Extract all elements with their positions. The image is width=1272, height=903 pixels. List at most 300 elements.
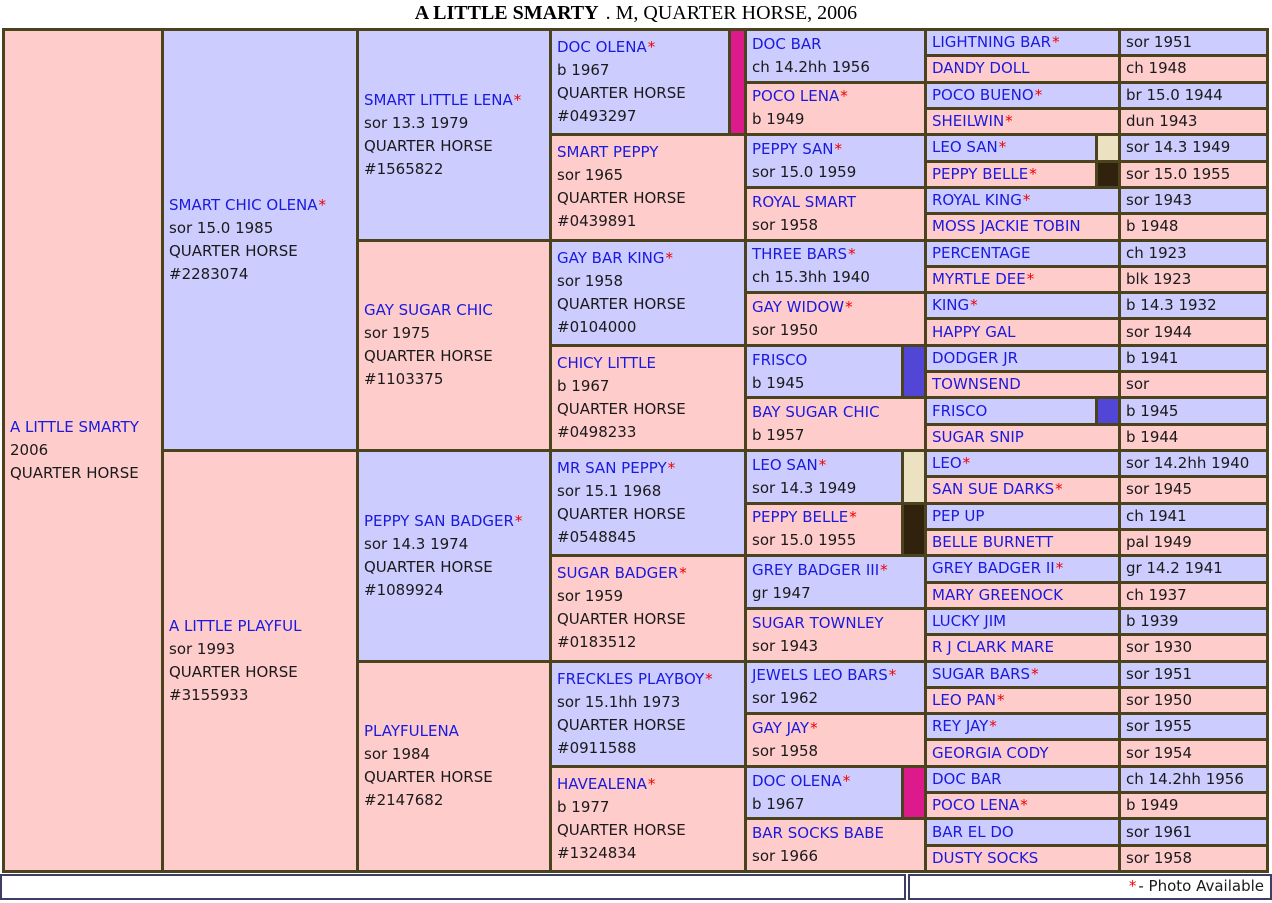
horse-name-row — [364, 510, 549, 533]
horse-name-row — [932, 689, 1118, 712]
horse-cell — [747, 189, 924, 239]
horse-name-link[interactable]: MR SAN PEPPY — [557, 459, 667, 478]
photo-available-star-icon: * — [834, 140, 842, 159]
horse-detail-line: #0183512 — [557, 633, 637, 652]
horse-cell — [927, 768, 1118, 791]
horse-name-row — [932, 478, 1118, 501]
horse-name-row — [557, 668, 744, 691]
photo-available-star-icon: * — [1022, 191, 1031, 210]
horse-name-link[interactable]: DOC OLENA — [557, 38, 647, 57]
horse-cell — [747, 505, 924, 555]
horse-cell — [552, 31, 744, 133]
horse-year-detail: sor 1943 — [1126, 191, 1193, 210]
horse-name-link[interactable]: REY JAY — [932, 717, 989, 736]
horse-name-link[interactable]: LEO SAN — [752, 455, 818, 474]
horse-name-row — [932, 321, 1118, 344]
horse-detail-line: sor 1950 — [752, 320, 819, 339]
detail-cell — [1121, 452, 1266, 475]
horse-detail-line: 2006 — [10, 441, 49, 459]
horse-name-link[interactable]: PEP UP — [932, 506, 985, 525]
horse-name-link[interactable]: LEO SAN — [932, 138, 998, 157]
horse-name-link[interactable]: GAY BAR KING — [557, 248, 665, 267]
horse-cell — [927, 163, 1118, 186]
horse-name-row — [752, 138, 924, 161]
horse-cell — [747, 294, 924, 344]
horse-detail-line: sor 1959 — [557, 587, 624, 606]
horse-name-row — [932, 31, 1118, 54]
horse-name-row — [752, 33, 924, 56]
horse-cell — [927, 531, 1118, 554]
horse-detail-line: #2147682 — [364, 791, 444, 810]
horse-year-detail: dun 1943 — [1126, 112, 1198, 131]
horse-cell — [927, 347, 1118, 370]
horse-detail-line: QUARTER HORSE — [169, 663, 298, 681]
horse-cell — [927, 426, 1118, 449]
photo-available-star-icon: * — [647, 774, 656, 793]
horse-name-link[interactable]: PEPPY SAN — [752, 140, 834, 159]
horse-detail-line: QUARTER HORSE — [364, 136, 493, 155]
detail-cell — [1121, 426, 1266, 449]
horse-name-link[interactable]: JEWELS LEO BARS — [752, 666, 888, 685]
horse-cell — [747, 242, 924, 292]
horse-detail-line: sor 15.0 1985 — [169, 219, 274, 237]
photo-available-star-icon: * — [818, 455, 827, 474]
horse-year-detail: ch 1937 — [1126, 585, 1187, 604]
horse-detail-line: sor 1958 — [752, 215, 819, 234]
horse-name-link[interactable]: LEO PAN — [932, 690, 996, 709]
horse-detail-line: QUARTER HORSE — [557, 84, 686, 103]
horse-detail-line: b 1977 — [557, 797, 610, 816]
horse-year-detail: sor 1955 — [1126, 717, 1193, 736]
horse-name-link[interactable]: GAY WIDOW — [752, 297, 845, 316]
footer — [0, 874, 1272, 900]
horse-name-link[interactable]: FRECKLES PLAYBOY — [557, 669, 705, 688]
horse-name-link[interactable]: SMART CHIC OLENA — [169, 196, 318, 214]
horse-cell — [359, 452, 549, 660]
detail-cell — [1121, 163, 1266, 186]
photo-available-star-icon: * — [1055, 480, 1063, 499]
horse-name-row — [932, 742, 1118, 765]
horse-name-row — [752, 664, 924, 687]
horse-year-detail: ch 1941 — [1126, 506, 1187, 525]
horse-detail-line: sor 1962 — [752, 689, 819, 708]
detail-cell — [1121, 610, 1266, 633]
horse-name-row — [752, 822, 924, 845]
detail-cell — [1121, 794, 1266, 817]
horse-detail-line: sor 14.3 1974 — [364, 534, 469, 553]
horse-name-row — [932, 794, 1118, 817]
horse-detail-line: #1324834 — [557, 843, 637, 862]
horse-name-link[interactable]: POCO LENA — [932, 796, 1020, 815]
horse-cell — [552, 136, 744, 238]
horse-name-row — [932, 426, 1118, 449]
photo-color-marker — [1095, 136, 1118, 159]
detail-cell — [1121, 242, 1266, 265]
horse-year-detail: sor 15.0 1955 — [1126, 164, 1231, 183]
horse-name-link[interactable]: BAR SOCKS BABE — [752, 824, 884, 843]
horse-name-link[interactable]: BAY SUGAR CHIC — [752, 403, 880, 422]
horse-name-row — [932, 215, 1118, 238]
horse-name-row — [932, 84, 1118, 107]
horse-name-link[interactable]: PEPPY BELLE — [752, 508, 849, 527]
horse-detail-line: sor 15.1hh 1973 — [557, 692, 681, 711]
horse-year-detail: b 1941 — [1126, 348, 1179, 367]
horse-name-link[interactable]: DOC BAR — [752, 34, 822, 53]
horse-year-detail: sor 1945 — [1126, 480, 1193, 499]
horse-cell — [747, 136, 924, 186]
horse-name-row — [752, 559, 924, 582]
horse-name-row — [932, 505, 1118, 528]
detail-cell — [1121, 57, 1266, 80]
horse-detail-line: QUARTER HORSE — [557, 715, 686, 734]
horse-cell — [927, 557, 1118, 580]
horse-year-detail: b 1948 — [1126, 217, 1179, 236]
photo-available-star-icon: * — [996, 690, 1005, 709]
horse-detail-line: b 1967 — [557, 376, 610, 395]
horse-name-row — [932, 163, 1118, 186]
horse-name-link[interactable]: PEPPY BELLE — [932, 164, 1029, 183]
horse-name-row — [932, 268, 1118, 291]
horse-cell — [359, 31, 549, 239]
photo-available-star-icon: * — [1128, 877, 1137, 895]
horse-name-link[interactable]: ROYAL SMART — [752, 192, 857, 211]
horse-detail-line: #0104000 — [557, 317, 637, 336]
horse-name-link[interactable]: DANDY DOLL — [932, 59, 1030, 78]
horse-name-link[interactable]: SUGAR SNIP — [932, 427, 1024, 446]
detail-cell — [1121, 768, 1266, 791]
horse-name-row — [932, 584, 1118, 607]
horse-name-row — [932, 847, 1118, 870]
horse-name-row — [932, 610, 1118, 633]
horse-name-link[interactable]: R J CLARK MARE — [932, 638, 1054, 657]
horse-name-row — [932, 400, 1118, 423]
horse-cell — [747, 347, 924, 397]
horse-name-row — [557, 141, 744, 164]
horse-cell — [927, 663, 1118, 686]
horse-cell — [164, 31, 356, 449]
horse-name-row — [932, 242, 1118, 265]
horse-detail-line: #1103375 — [364, 370, 444, 389]
horse-name-row — [752, 612, 924, 635]
horse-name-link[interactable]: A LITTLE SMARTY — [10, 418, 139, 436]
horse-name-link[interactable]: KING — [932, 296, 970, 315]
detail-cell — [1121, 294, 1266, 317]
horse-name-row — [932, 110, 1118, 133]
horse-detail-line: #0493297 — [557, 107, 637, 126]
horse-name-link[interactable]: ROYAL KING — [932, 191, 1022, 210]
detail-cell — [1121, 478, 1266, 501]
horse-name-link[interactable]: PEPPY SAN BADGER — [364, 511, 514, 530]
detail-cell — [1121, 557, 1266, 580]
photo-color-marker — [901, 505, 924, 555]
horse-detail-line: sor 1958 — [752, 741, 819, 760]
horse-name-row — [557, 562, 744, 585]
photo-available-star-icon: * — [665, 248, 673, 267]
photo-available-star-icon: * — [842, 771, 851, 790]
detail-cell — [1121, 110, 1266, 133]
horse-year-detail: b 1939 — [1126, 612, 1179, 631]
horse-cell — [747, 31, 924, 81]
horse-name-row — [557, 247, 744, 270]
horse-detail-line: b 1967 — [752, 794, 805, 813]
horse-name-link[interactable]: FRISCO — [752, 350, 808, 369]
detail-cell — [1121, 663, 1266, 686]
horse-name-link[interactable]: DODGER JR — [932, 348, 1019, 367]
horse-detail-line: sor 15.0 1955 — [752, 531, 857, 550]
horse-year-detail: sor 1961 — [1126, 822, 1193, 841]
horse-cell — [552, 242, 744, 344]
horse-name-row — [752, 191, 924, 214]
horse-cell — [552, 557, 744, 659]
horse-cell — [747, 663, 924, 713]
horse-cell — [164, 452, 356, 870]
horse-detail-line: gr 1947 — [752, 584, 811, 603]
horse-name-row — [932, 663, 1118, 686]
detail-cell — [1121, 584, 1266, 607]
horse-cell — [552, 663, 744, 765]
horse-name-link[interactable]: SAN SUE DARKS — [932, 480, 1055, 499]
horse-cell — [927, 505, 1118, 528]
horse-year-detail: b 1949 — [1126, 796, 1179, 815]
horse-cell — [359, 242, 549, 450]
horse-year-detail: sor 1951 — [1126, 33, 1193, 52]
horse-name-row — [932, 294, 1118, 317]
horse-name-link[interactable]: GREY BADGER II — [932, 559, 1055, 578]
photo-available-star-icon: * — [888, 666, 897, 685]
horse-name-link[interactable]: LIGHTNING BAR — [932, 33, 1052, 52]
horse-name-link[interactable]: CHICY LITTLE — [557, 353, 656, 372]
horse-name-link[interactable]: GAY SUGAR CHIC — [364, 301, 493, 320]
horse-year-detail: gr 14.2 1941 — [1126, 559, 1223, 578]
horse-cell — [747, 452, 924, 502]
horse-year-detail: sor 1951 — [1126, 664, 1193, 683]
horse-name-link[interactable]: BELLE BURNETT — [932, 533, 1054, 552]
detail-cell — [1121, 320, 1266, 343]
horse-name-link[interactable]: MOSS JACKIE TOBIN — [932, 217, 1081, 236]
photo-color-marker — [728, 31, 744, 133]
horse-name-row — [932, 347, 1118, 370]
horse-name-row — [932, 715, 1118, 738]
horse-detail-line: sor 15.1 1968 — [557, 482, 662, 501]
detail-cell — [1121, 399, 1266, 422]
horse-name-row — [932, 531, 1118, 554]
horse-name-link[interactable]: HAVEALENA — [557, 774, 647, 793]
horse-detail-line: sor 15.0 1959 — [752, 163, 857, 182]
photo-available-star-icon: * — [1031, 664, 1039, 683]
horse-name-link[interactable]: POCO BUENO — [932, 85, 1034, 104]
horse-name-link[interactable]: DOC OLENA — [752, 771, 842, 790]
detail-cell — [1121, 136, 1266, 159]
horse-cell — [552, 768, 744, 870]
horse-name-row — [10, 416, 161, 439]
horse-cell — [5, 31, 161, 870]
photo-available-star-icon: * — [989, 717, 997, 736]
horse-cell — [747, 610, 924, 660]
horse-detail-line: QUARTER HORSE — [557, 189, 686, 208]
horse-name-link[interactable]: SMART LITTLE LENA — [364, 90, 513, 109]
horse-name-link[interactable]: MYRTLE DEE — [932, 269, 1026, 288]
horse-cell — [927, 84, 1118, 107]
horse-name-link[interactable]: MARY GREENOCK — [932, 585, 1063, 604]
horse-detail-line: b 1967 — [557, 61, 610, 80]
horse-cell — [927, 636, 1118, 659]
horse-name-link[interactable]: SUGAR TOWNLEY — [752, 613, 884, 632]
horse-detail-line: sor 1943 — [752, 636, 819, 655]
horse-year-detail: br 15.0 1944 — [1126, 85, 1223, 104]
horse-cell — [747, 84, 924, 134]
horse-name-row — [364, 299, 549, 322]
photo-available-star-icon: * — [679, 564, 687, 583]
horse-name-link[interactable]: TOWNSEND — [932, 375, 1021, 394]
horse-cell — [927, 57, 1118, 80]
horse-name-row — [752, 454, 924, 477]
horse-name-link[interactable]: POCO LENA — [752, 87, 840, 106]
horse-name-row — [557, 773, 744, 796]
detail-cell — [1121, 531, 1266, 554]
horse-name-link[interactable]: SHEILWIN — [932, 112, 1005, 131]
horse-name-link[interactable]: BAR EL DO — [932, 822, 1014, 841]
horse-name-link[interactable]: HAPPY GAL — [932, 322, 1016, 341]
horse-detail-line: ch 14.2hh 1956 — [752, 57, 870, 76]
photo-available-star-icon: * — [1020, 796, 1028, 815]
horse-name-row — [557, 352, 744, 375]
horse-cell — [927, 584, 1118, 607]
horse-name-row — [752, 717, 924, 740]
horse-name-link[interactable]: SMART PEPPY — [557, 143, 659, 162]
horse-name-link[interactable]: LUCKY JIM — [932, 612, 1007, 631]
photo-available-star-icon: * — [647, 38, 656, 57]
horse-cell — [927, 320, 1118, 343]
horse-name-link[interactable]: DUSTY SOCKS — [932, 848, 1039, 867]
horse-cell — [927, 294, 1118, 317]
horse-name-row — [932, 452, 1118, 475]
horse-name-link[interactable]: GREY BADGER III — [752, 561, 880, 580]
horse-detail-line: #0548845 — [557, 528, 637, 547]
photo-available-star-icon: * — [1029, 164, 1037, 183]
horse-detail-line: #0439891 — [557, 212, 637, 231]
horse-cell — [927, 610, 1118, 633]
detail-cell — [1121, 715, 1266, 738]
horse-year-detail: sor 1950 — [1126, 690, 1193, 709]
horse-detail-line: #0498233 — [557, 422, 637, 441]
horse-name-row — [932, 636, 1118, 659]
photo-available-note — [908, 874, 1272, 900]
horse-name-link[interactable]: SUGAR BARS — [932, 664, 1031, 683]
horse-year-detail: b 1944 — [1126, 427, 1179, 446]
horse-name-row — [752, 401, 924, 424]
detail-cell — [1121, 636, 1266, 659]
horse-cell — [927, 242, 1118, 265]
horse-name-link[interactable]: A LITTLE PLAYFUL — [169, 617, 302, 635]
photo-available-star-icon: * — [318, 196, 327, 214]
horse-name-link[interactable]: LEO — [932, 454, 962, 473]
horse-name-link[interactable]: THREE BARS — [752, 245, 848, 264]
horse-name-row — [364, 720, 549, 743]
horse-name-link[interactable]: PLAYFULENA — [364, 722, 459, 741]
horse-name-row — [932, 557, 1118, 580]
horse-year-detail: b 1945 — [1126, 401, 1179, 420]
horse-cell — [747, 399, 924, 449]
horse-detail-line: QUARTER HORSE — [557, 820, 686, 839]
horse-cell — [927, 373, 1118, 396]
horse-detail-line: #1089924 — [364, 580, 444, 599]
title-horse-name: A LITTLE SMARTY — [414, 2, 599, 24]
horse-cell — [552, 452, 744, 554]
photo-color-marker — [901, 768, 924, 818]
horse-name-link[interactable]: GAY JAY — [752, 718, 810, 737]
horse-detail-line: sor 1984 — [364, 745, 431, 764]
detail-cell — [1121, 268, 1266, 291]
horse-detail-line: QUARTER HORSE — [364, 768, 493, 787]
horse-year-detail: sor 1930 — [1126, 638, 1193, 657]
photo-available-star-icon: * — [1034, 85, 1043, 104]
horse-detail-line: QUARTER HORSE — [557, 294, 686, 313]
horse-name-row — [752, 349, 924, 372]
horse-cell — [927, 452, 1118, 475]
horse-name-link[interactable]: FRISCO — [932, 401, 988, 420]
horse-detail-line: QUARTER HORSE — [364, 347, 493, 366]
photo-available-star-icon: * — [848, 245, 856, 264]
horse-detail-line: QUARTER HORSE — [169, 242, 298, 260]
horse-cell — [927, 478, 1118, 501]
horse-name-link[interactable]: DOC BAR — [932, 769, 1002, 788]
horse-detail-line: b 1949 — [752, 110, 805, 129]
photo-color-marker — [1095, 399, 1118, 422]
horse-detail-line: ch 15.3hh 1940 — [752, 268, 870, 287]
horse-detail-line: sor 1966 — [752, 847, 819, 866]
detail-cell — [1121, 847, 1266, 870]
detail-cell — [1121, 31, 1266, 54]
detail-cell — [1121, 820, 1266, 843]
horse-name-row — [932, 821, 1118, 844]
detail-cell — [1121, 189, 1266, 212]
horse-detail-line: #1565822 — [364, 159, 444, 178]
horse-name-row — [752, 85, 924, 108]
horse-cell — [747, 768, 924, 818]
horse-name-row — [752, 506, 924, 529]
photo-available-star-icon: * — [514, 511, 523, 530]
horse-name-row — [169, 194, 356, 217]
horse-name-row — [557, 457, 744, 480]
detail-cell — [1121, 741, 1266, 764]
horse-detail-line: QUARTER HORSE — [10, 464, 139, 482]
photo-color-marker — [1095, 163, 1118, 186]
horse-name-link[interactable]: SUGAR BADGER — [557, 564, 679, 583]
horse-detail-line: QUARTER HORSE — [557, 399, 686, 418]
horse-name-row — [932, 373, 1118, 396]
horse-detail-line: #3155933 — [169, 686, 249, 704]
horse-year-detail: sor 1944 — [1126, 322, 1193, 341]
detail-cell — [1121, 505, 1266, 528]
horse-name-row — [752, 770, 924, 793]
photo-color-marker — [901, 452, 924, 502]
horse-year-detail: b 14.3 1932 — [1126, 296, 1217, 315]
horse-year-detail: ch 1948 — [1126, 59, 1187, 78]
photo-available-star-icon: * — [1055, 559, 1064, 578]
horse-name-row — [752, 296, 924, 319]
horse-detail-line: sor 1965 — [557, 166, 624, 185]
photo-available-star-icon: * — [667, 459, 676, 478]
horse-name-row — [364, 89, 549, 112]
pedigree-grid — [2, 28, 1269, 873]
horse-detail-line: b 1957 — [752, 426, 805, 445]
horse-name-row — [169, 615, 356, 638]
horse-name-link[interactable]: PERCENTAGE — [932, 243, 1031, 262]
horse-name-link[interactable]: GEORGIA CODY — [932, 743, 1049, 762]
horse-detail-line: sor 1975 — [364, 324, 431, 343]
horse-cell — [927, 31, 1118, 54]
horse-detail-line: #0911588 — [557, 738, 637, 757]
